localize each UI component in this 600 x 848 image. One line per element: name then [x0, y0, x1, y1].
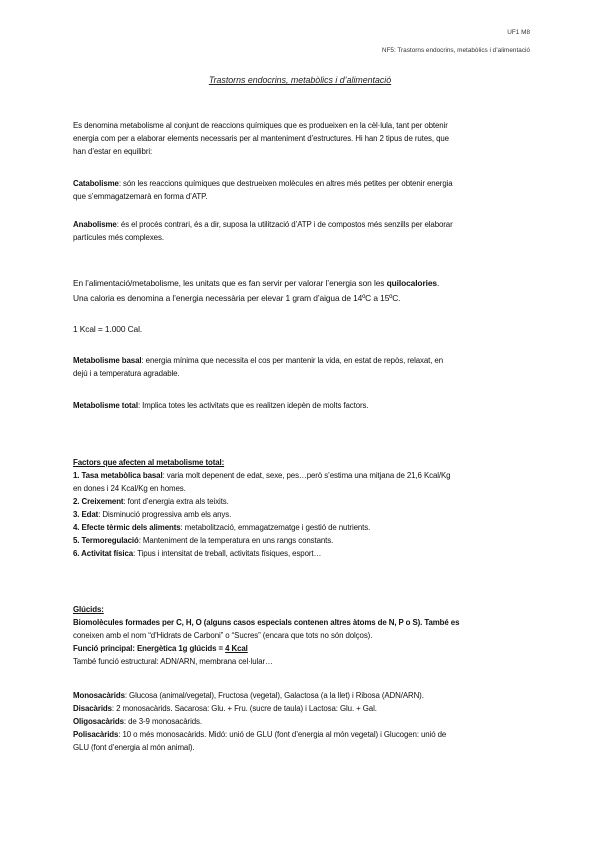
di-term: Disacàrids [73, 704, 112, 713]
header-code: UF1 M8 [507, 29, 530, 36]
calories-text: Una caloria es denomina a l’energia necessària per elevar 1 gram d’aigua de 14ºC a 15ºC. [73, 293, 401, 303]
catabolism-term: Catabolisme [73, 179, 119, 188]
glucids-function-value: 4 Kcal [225, 644, 248, 653]
kilocalories-term: quilocalories [386, 278, 437, 288]
factor-text: : Manteniment de la temperatura en uns rangs constants. [138, 536, 334, 545]
list-item [73, 521, 533, 534]
total-text: : Implica totes les activitats que es realitzen idepèn de molts factors. [137, 401, 369, 410]
calories-paragraph [73, 276, 533, 306]
header-subtitle: NF5: Trastorns endocrins, metabòlics i d’alimentació [381, 47, 530, 54]
factor-term: 1. Tasa metabòlica basal [73, 471, 163, 480]
total-paragraph [73, 399, 533, 412]
basal-text: : energia mínima que necessita el cos per mantenir la vida, en estat de repòs, relaxat, en [141, 356, 444, 365]
factors-heading: Factors que afecten al metabolisme total: [73, 458, 225, 467]
list-item [73, 508, 533, 521]
di-text: : 2 monosacàrids. Sacarosa: Glu. + Fru. (sucre de taula) i Lactosa: Glu. + Gal. [111, 704, 377, 713]
list-item [73, 469, 533, 482]
glucids-text: Biomolècules formades per C, H, O (alguns casos especials contenen altres àtoms de N, P o S). També es [73, 618, 460, 627]
poli-text: : 10 o més monosacàrids. Midó: unió de GLU (font d’energia al món vegetal) i Glucogen: unió de [118, 730, 447, 739]
list-item [73, 547, 533, 560]
calorie-equivalence: 1 Kcal = 1.000 Cal. [73, 324, 143, 334]
factor-term: 5. Termoregulació [73, 536, 139, 545]
mono-term: Monosacàrids [73, 691, 125, 700]
basal-text: dejú i a temperatura agradable. [73, 369, 180, 378]
factor-text: : varia molt depenent de edat, sexe, pes…però s’estima una mitjana de 21,6 Kcal/Kg [162, 471, 451, 480]
factor-text: : Tipus i intensitat de treball, activitats físiques, esport… [133, 549, 322, 558]
anabolism-text: partícules més complexes. [73, 233, 164, 242]
factor-text: en dones i 24 Kcal/Kg en homes. [73, 484, 186, 493]
anabolism-term: Anabolisme [73, 220, 117, 229]
factor-term: 6. Activitat física [73, 549, 134, 558]
factor-term: 2. Creixement [73, 497, 124, 506]
anabolism-paragraph [73, 218, 533, 244]
poli-text: GLU (font d’energia al món animal). [73, 743, 195, 752]
oligo-text: : de 3-9 monosacàrids. [123, 717, 202, 726]
catabolism-paragraph [73, 177, 533, 203]
mono-text: : Glucosa (animal/vegetal), Fructosa (vegetal), Galactosa (a la llet) i Ribosa (ADN/ARN). [124, 691, 424, 700]
glucids-section [73, 603, 533, 668]
list-item [73, 495, 533, 508]
factor-term: 3. Edat [73, 510, 99, 519]
intro-paragraph [73, 119, 533, 158]
calories-text: . [436, 278, 440, 288]
glucids-structural: També funció estructural: ADN/ARN, membrana cel·lular… [73, 657, 273, 666]
poli-term: Polisacàrids [73, 730, 119, 739]
list-item [73, 534, 533, 547]
anabolism-text: : és el procés contrari, és a dir, suposa la utilització d’ATP i de compostos més senzills per elaborar [116, 220, 453, 229]
calories-text: En l’alimentació/metabolisme, les unitats que es fan servir per valorar l’energia son les [73, 278, 387, 288]
intro-line: han d’estar en equilibri: [73, 147, 153, 156]
glucids-function: Funció principal: Energètica 1g glúcids = [73, 644, 226, 653]
saccharide-types [73, 689, 533, 754]
total-term: Metabolisme total [73, 401, 138, 410]
factor-term: 4. Efecte tèrmic dels aliments [73, 523, 181, 532]
glucids-heading: Glúcids: [73, 605, 104, 614]
document-title: Trastorns endocrins, metabòlics i d’alimentació [208, 75, 392, 85]
catabolism-text: : són les reaccions químiques que destrueixen molècules en altres més petites per obtenir energia [118, 179, 453, 188]
glucids-text: coneixen amb el nom “d’Hidrats de Carboni” o “Sucres” (encara que tots no són dolços). [73, 631, 373, 640]
basal-paragraph [73, 354, 533, 380]
factor-text: : metabolització, emmagatzematge i gestió de nutrients. [180, 523, 371, 532]
oligo-term: Oligosacàrids [73, 717, 124, 726]
factor-text: : font d’energia extra als teixits. [123, 497, 229, 506]
basal-term: Metabolisme basal [73, 356, 142, 365]
catabolism-text: que s’emmagatzemarà en forma d’ATP. [73, 192, 208, 201]
factor-text: : Disminució progressiva amb els anys. [98, 510, 232, 519]
intro-line: energia com per a elaborar elements necessaris per al manteniment d’estructures. Hi han 2 tipus de rutes, que [73, 134, 449, 143]
intro-line: Es denomina metabolisme al conjunt de reaccions químiques que es produeixen en la cèl·lula, tant per obtenir [73, 121, 448, 130]
factors-section [73, 456, 533, 560]
